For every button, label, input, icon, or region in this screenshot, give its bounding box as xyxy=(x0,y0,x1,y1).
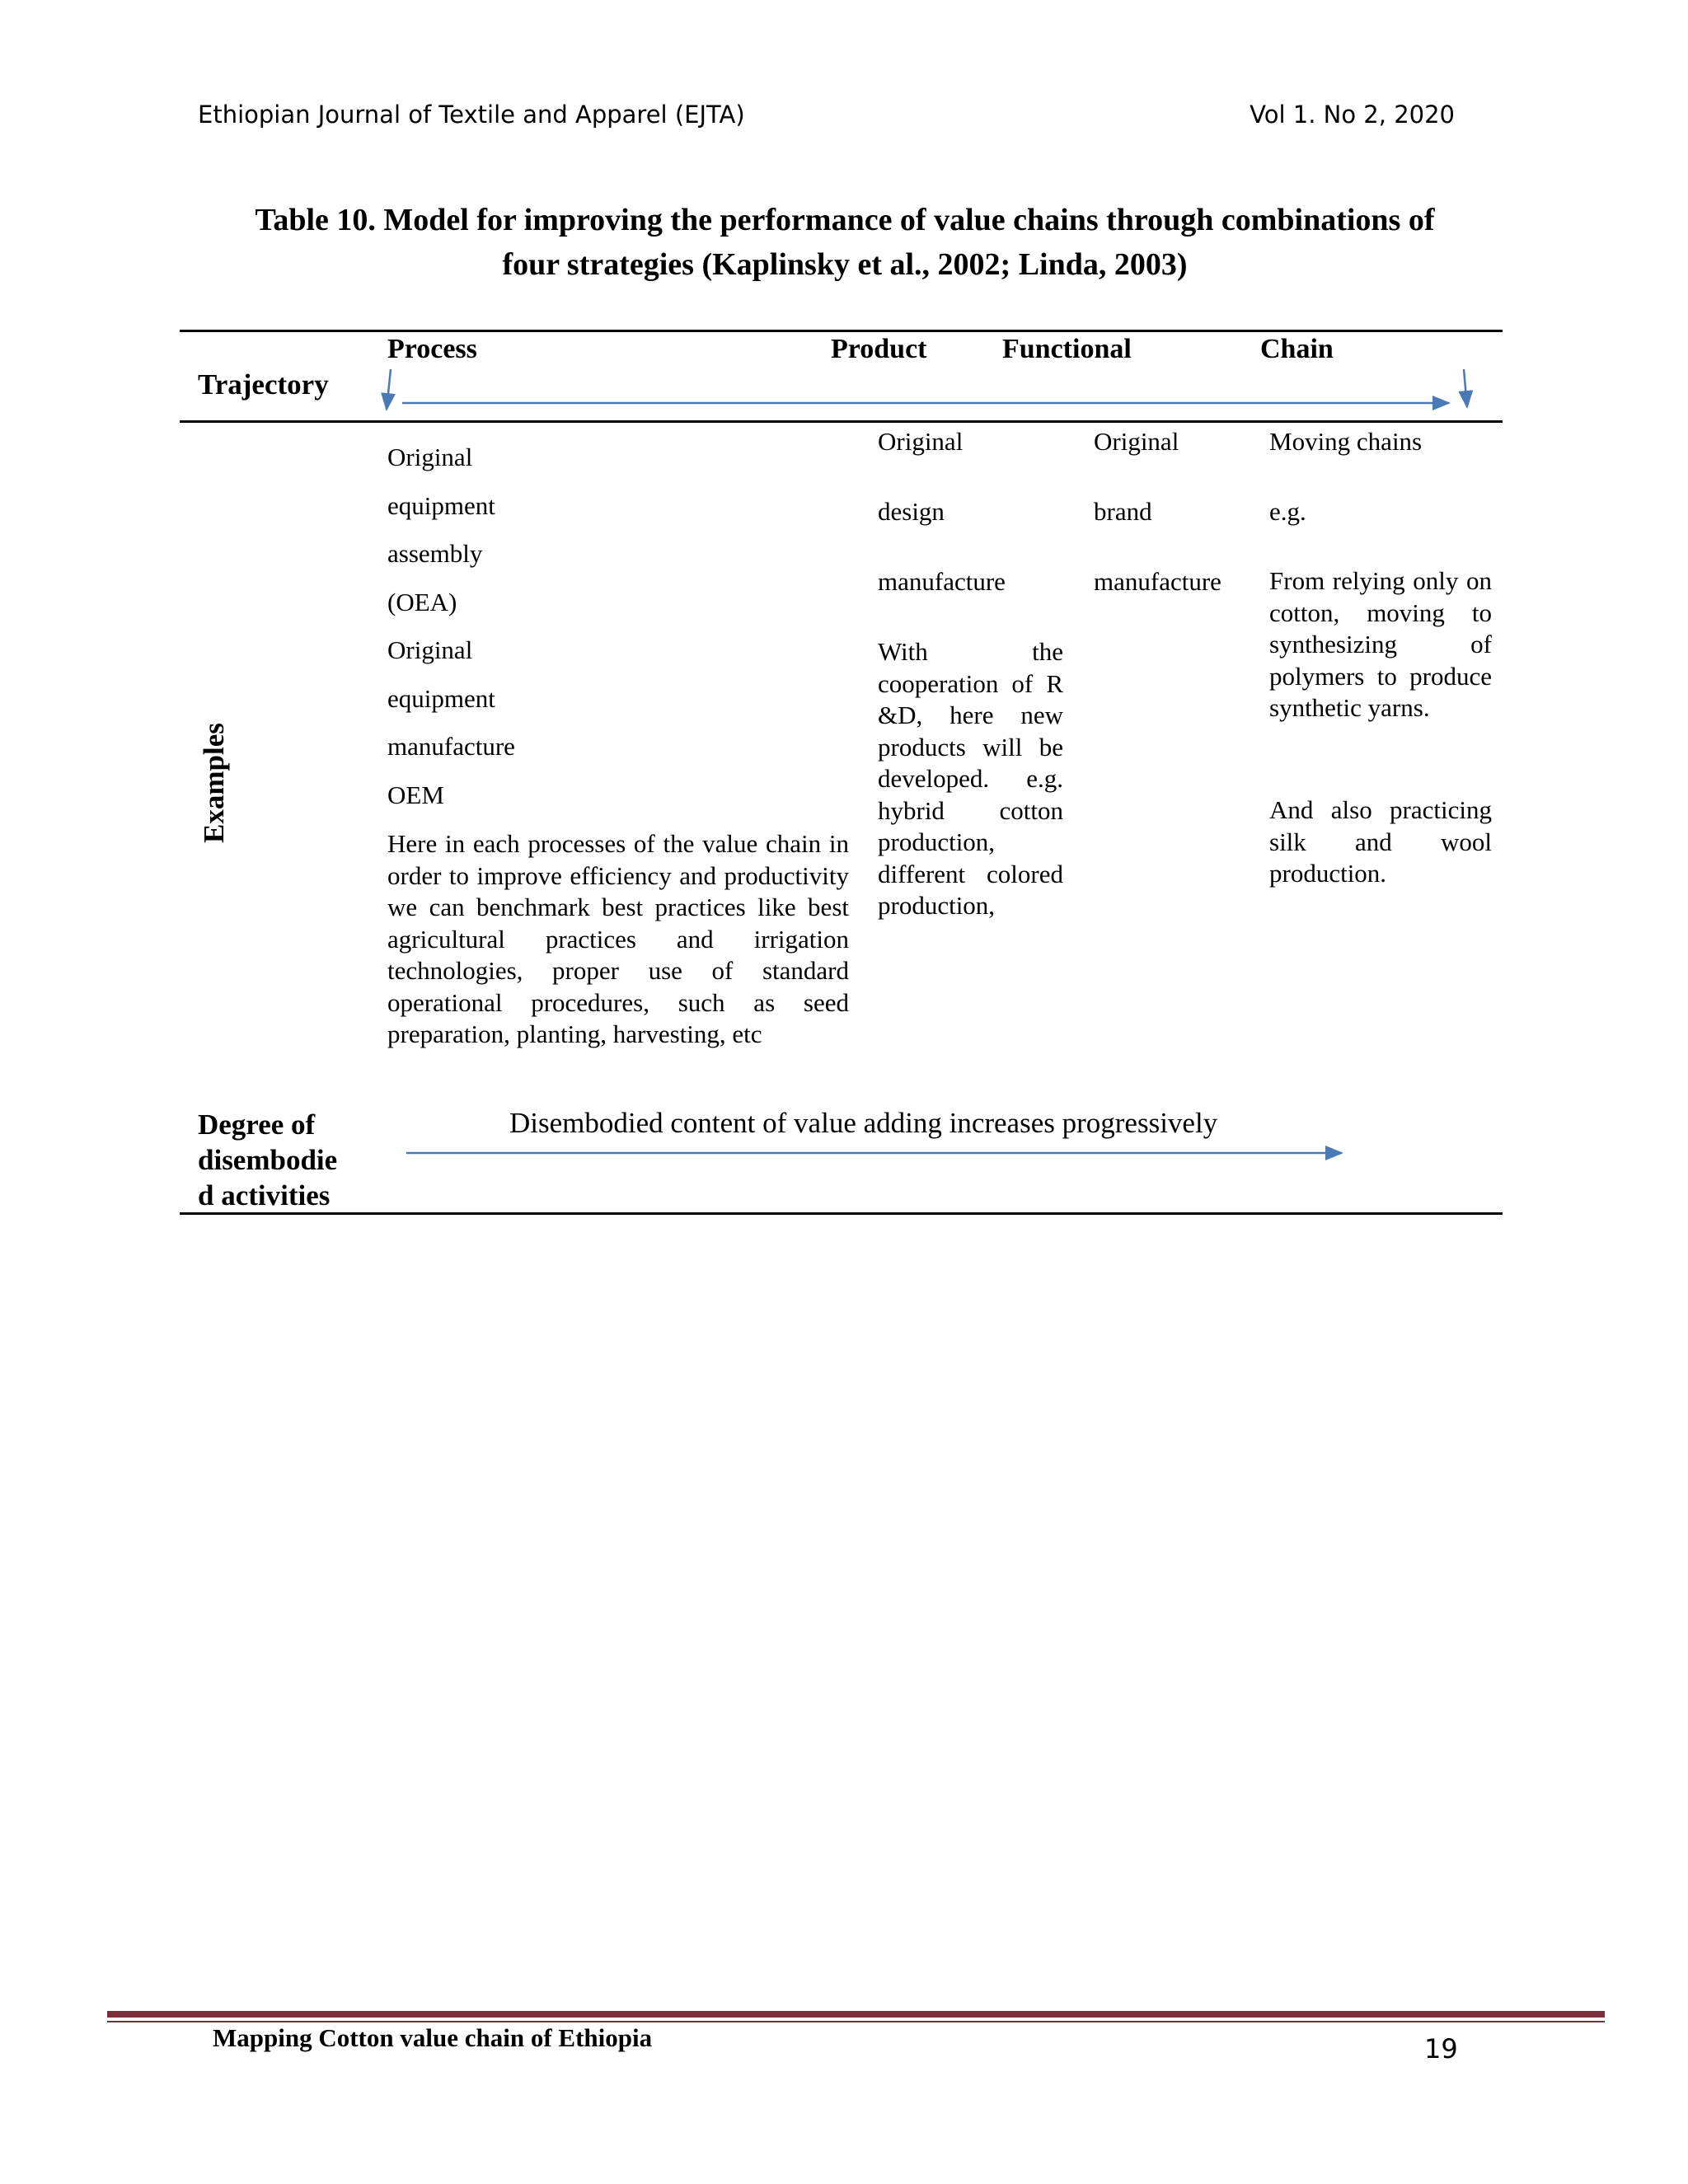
chain-line-2: e.g. xyxy=(1269,497,1306,526)
degree-label-line-3: d activities xyxy=(198,1179,331,1212)
process-line-6: equipment xyxy=(387,684,495,713)
chain-paragraph-1: From relying only on cotton, moving to synthesizing of polymers to produce synthetic yarns. xyxy=(1269,566,1492,722)
table-caption-line-2: four strategies (Kaplinsky et al., 2002; Linda, 2003) xyxy=(502,247,1188,282)
process-line-4: (OEA) xyxy=(387,588,457,616)
chain-line-1: Moving chains xyxy=(1269,427,1423,456)
product-line-3: manufacture xyxy=(878,567,1006,596)
journal-title: Ethiopian Journal of Textile and Apparel (EJTA) xyxy=(198,101,745,129)
chain-paragraph-2: And also practicing silk and wool production. xyxy=(1269,795,1492,888)
process-line-7: manufacture xyxy=(387,732,515,761)
disembodied-text: Disembodied content of value adding increases progressively xyxy=(509,1107,1218,1139)
product-paragraph: With the cooperation of R &D, here new products will be developed. e.g. hybrid cotton production, different colored production, xyxy=(878,637,1063,920)
column-process: Process xyxy=(387,334,477,364)
degree-label-line-2: disembodie xyxy=(198,1144,338,1176)
process-line-5: Original xyxy=(387,635,473,664)
chain-down-arrow xyxy=(1464,369,1467,407)
column-functional: Functional xyxy=(1002,334,1132,364)
table-caption-line-1: Table 10. Model for improving the performance of value chains through combinations of xyxy=(255,203,1435,237)
degree-label xyxy=(198,1107,337,1213)
column-chain: Chain xyxy=(1260,334,1334,364)
process-line-8: OEM xyxy=(387,780,444,809)
process-down-arrow xyxy=(387,369,391,410)
functional-line-3: manufacture xyxy=(1094,567,1221,596)
examples-label: Examples xyxy=(198,723,230,843)
process-line-1: Original xyxy=(387,443,473,471)
process-line-3: assembly xyxy=(387,539,483,568)
footer-rule-thick xyxy=(107,2011,1605,2018)
page-number: 19 xyxy=(1424,2033,1458,2064)
process-paragraph: Here in each processes of the value chain in order to improve efficiency and productivity we can benchmark best practices like best agricultural practices and irrigation technologies, proper use of standard operational procedures, such as seed preparation, planting, harvesting, etc xyxy=(387,829,849,1048)
process-line-2: equipment xyxy=(387,491,495,520)
degree-label-line-1: Degree of xyxy=(198,1108,316,1141)
footer-rule-thin xyxy=(107,2021,1605,2022)
functional-line-1: Original xyxy=(1094,427,1179,456)
product-line-2: design xyxy=(878,497,945,526)
trajectory-label: Trajectory xyxy=(198,368,329,401)
column-product: Product xyxy=(831,334,927,364)
functional-line-2: brand xyxy=(1094,497,1152,526)
footer-title: Mapping Cotton value chain of Ethiopia xyxy=(213,2023,653,2052)
product-line-1: Original xyxy=(878,427,964,456)
volume-info: Vol 1. No 2, 2020 xyxy=(1250,101,1455,129)
